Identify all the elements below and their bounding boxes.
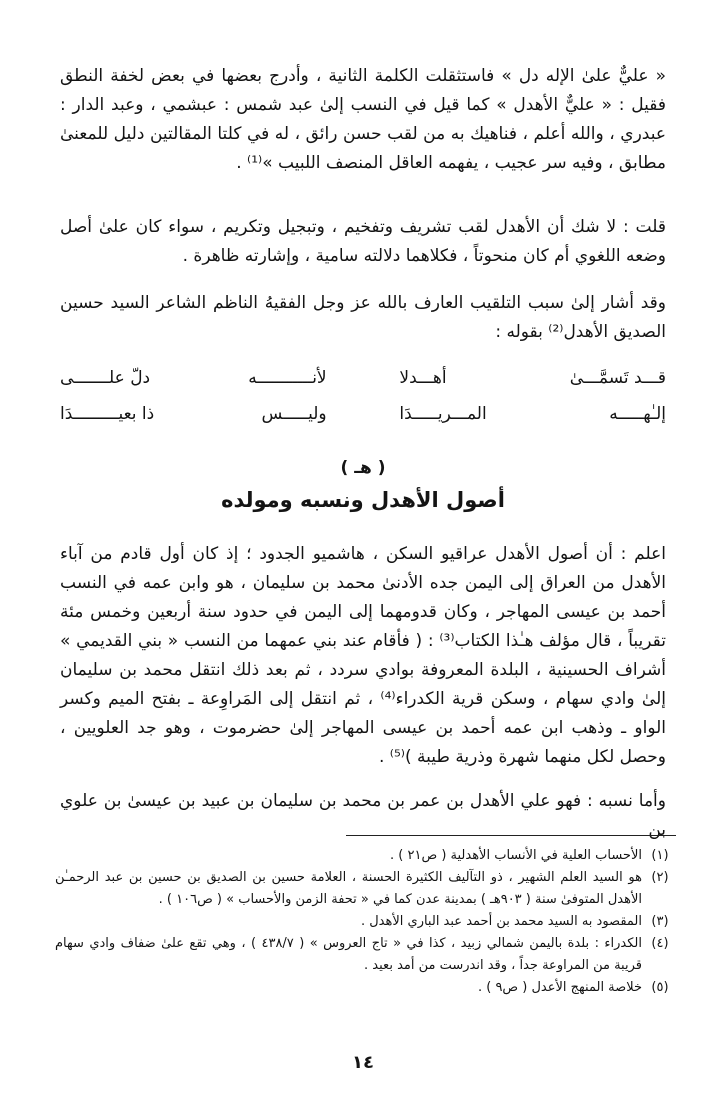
verse-word: المـــريـــــدَا [399,404,487,424]
footnote-number: (٤) [651,936,669,951]
footnote-text: هو السيد العلم الشهير ، ذو التآليف الكثيرة الحسنة ، العلامة حسين بن الصديق بن حسين بن عبد الرحمـٰن الأهدل المتوفىٰ سنة ( ٩٠٣هـ ) بمدينة عدن كما في « تحفة الزمن والأحساب » ( ص١٠٦ ) . [55,870,642,907]
verse-word: وليـــــس [261,404,327,424]
paragraph-author-comment: قلت : لا شك أن الأهدل لقب تشريف وتفخيم ، وتبجيل وتكريم ، سواء كان علىٰ أصل وضعه اللغوي أم كان منحوتاً ، فكلاهما دلالته سامية ، وإشارته ظاهرة . [60,217,666,266]
paragraph-origins: اعلم : أن أصول الأهدل عراقيو السكن ، هاشميو الجدود ؛ إذ كان أول قادم من آباء الأهدل من العراق إلى اليمن جده الأدنىٰ محمد بن سليمان ، هو وابن عمه في النسب أحمد بن عيسى المهاجر ، وكان قدومهما إلى اليمن في حدود سنة أربعين وخمس مئة تقريباً ، قال مؤلف هـٰذا الكتاب⁽³⁾ : ( فأقام عند بني عمهما من النسب « بني القديمي » أشراف الحسينية ، البلدة المعروفة بوادي سردد ، ثم بعد ذلك انتقل محمد بن سليمان إلىٰ وادي سهام ، وسكن قرية الكدراء⁽⁴⁾ ، ثم انتقل إلى المَراوِعة ـ بفتح الميم وكسر الواو ـ وذهب ابن عمه أحمد بن عيسى المهاجر إلىٰ حضرموت ، وهو جد العلويين ، وحصل لكل منهما شهرة وذرية طيبة )⁽⁵⁾ . [60,544,667,767]
footnote-item [55,867,678,911]
verse-word: دلّ علـــــــى [60,368,151,388]
verse-word: لأنـــــــــــه [248,368,327,388]
section-title: أصول الأهدل ونسبه ومولده [221,488,505,512]
footnote-divider [346,835,676,836]
verse-2-second-hemistich [60,404,327,434]
footnote-number: (٣) [651,914,669,929]
footnote-text: خلاصة المنهج الأعدل ( ص٩ ) . [477,980,642,995]
footnote-text: الأحساب العلية في الأنساب الأهدلية ( ص٢١ ) . [390,848,642,863]
paragraph-alahdal-meaning: « عليٌّ علىٰ الإله دل » فاستثقلت الكلمة الثانية ، وأدرج بعضها في بعض لخفة النطق فقيل : « عليٌّ الأهدل » كما قيل في النسب إلىٰ عبد شمس : عبشمي ، وعبد الدار : عبدري ، والله أعلم ، فناهيك به من لقب حسن رائق ، له في كلتا المقالتين دليل للمعنىٰ مطابق ، وفيه سر عجيب ، يفهمه العاقل المنصف اللبيب »⁽¹⁾ . [60,66,666,173]
verse-1-first-hemistich [399,368,666,398]
verse-word: ذا بعيـــــــــدَا [60,404,155,424]
verse-word: أهـــدلا [399,368,447,388]
verse-word: قـــد تَسمَّـــىٰ [569,368,666,388]
paragraph-lineage: وأما نسبه : فهو علي الأهدل بن عمر بن محمد بن سليمان بن عبيد بن عيسىٰ بن علوي بن [60,791,666,840]
verse-1-second-hemistich [60,368,327,398]
poem-verse-1 [60,368,666,398]
footnote-item [55,845,678,867]
footnote-text: الكدراء : بلدة باليمن شمالي زبيد ، كذا في « تاج العروس » ( ٤٣٨/٧ ) ، وهي تقع علىٰ ضفاف وادي سهام قريبة من المراوعة جداً ، وقد اندرست من أمد بعيد . [55,936,642,973]
footnotes [55,845,678,999]
section-marker: ( هـ ) [340,458,386,478]
footnote-number: (٢) [651,870,669,885]
poem-verse-2 [60,404,666,434]
footnote-text: المقصود به السيد محمد بن أحمد عبد الباري الأهدل . [360,914,642,929]
poem-block [60,368,666,438]
footnote-item [55,933,678,977]
footnote-item [55,911,678,933]
footnote-item [55,977,678,999]
paragraph-poem-intro: وقد أشار إلىٰ سبب التلقيب العارف بالله عز وجل الفقيهُ الناظم الشاعر السيد حسين الصديق الأهدل⁽²⁾ بقوله : [60,293,666,342]
footnote-number: (١) [651,848,669,863]
footnote-number: (٥) [651,980,669,995]
verse-2-first-hemistich [399,404,666,434]
page-number: ١٤ [352,1052,374,1073]
verse-word: إلـٰهـــــه [609,404,666,424]
